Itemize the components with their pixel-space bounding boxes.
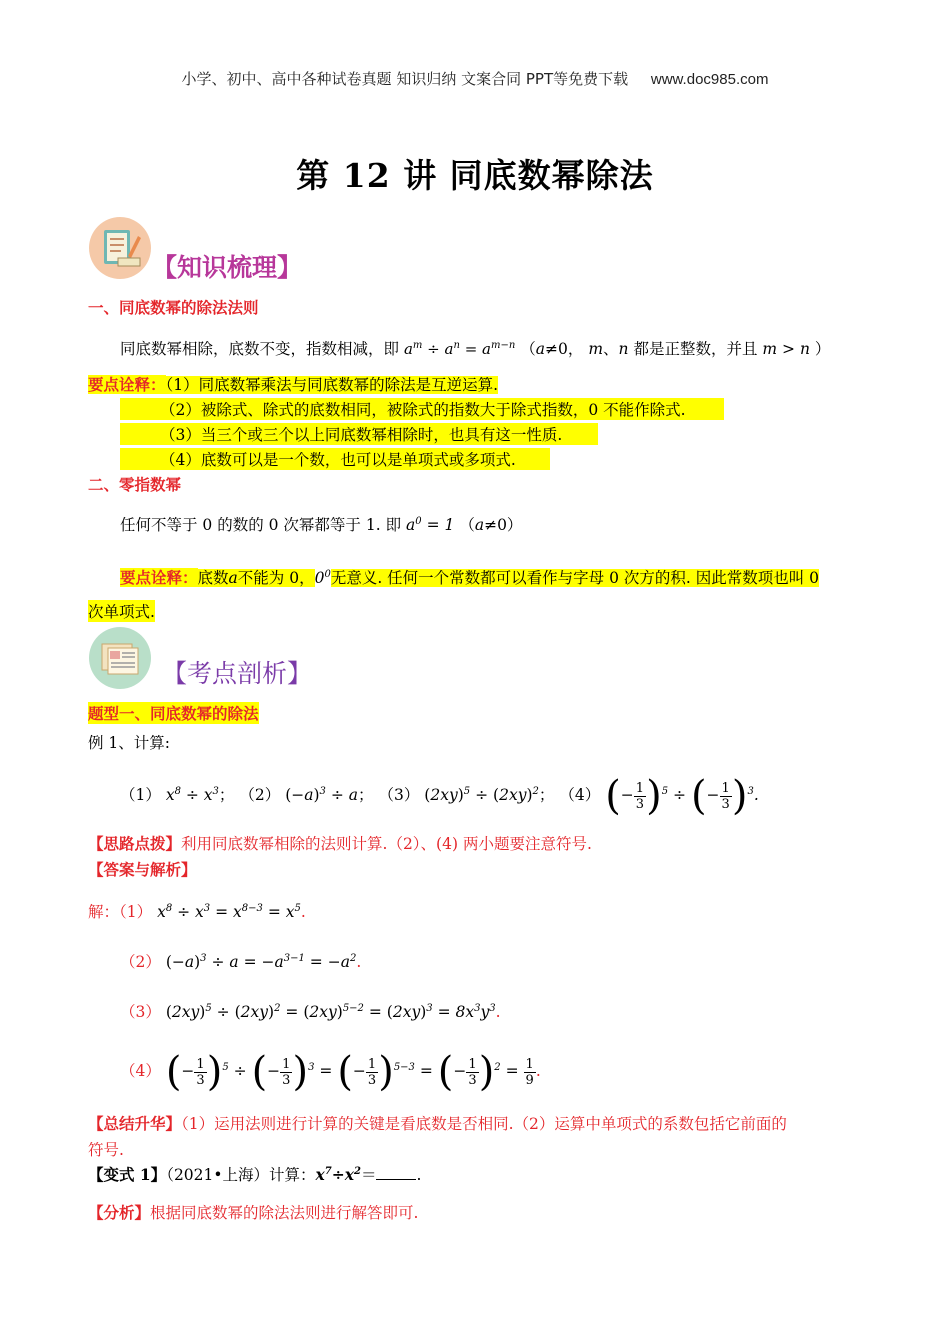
rule-text-d: 都是正整数，并且 — [633, 340, 758, 358]
summary-text1: （1）运用法则进行计算的关键是看底数是否相同.（2）运算中单项式的系数包括它前面的 — [181, 1115, 787, 1133]
rule-text-c: ≠0， — [545, 340, 584, 358]
q2-sep: ； — [358, 786, 374, 805]
analysis-line — [88, 1201, 418, 1223]
solution-3: （3） $(2xy)^5 \div (2xy)^2 = (2xy)^{5-2} = (2xy)^3 = 8x^3y^3$. — [120, 1002, 501, 1021]
zero-text-a: 任何不等于 0 的数的 0 次幂都等于 1. 即 — [120, 516, 402, 534]
q3-sep: ； — [538, 786, 555, 805]
answer-label: 【答案与解析】 — [88, 860, 197, 879]
section-banner-analysis: 【考点剖析】 — [162, 659, 313, 688]
rule-text-b: （ — [520, 340, 536, 358]
type1-heading: 题型一、同底数幂的除法 — [88, 702, 259, 724]
variant-period: . — [416, 1166, 422, 1184]
header-site: www.doc985.com — [650, 71, 769, 88]
sol1-expr: $x^8 \div x^3 = x^{8-3} = x^5$ — [157, 902, 301, 921]
notes1-n3: （3）当三个或三个以上同底数幂相除时，也具有这一性质. — [120, 423, 598, 445]
zero-text-b: （ — [459, 516, 475, 534]
rule-var-a: a — [535, 340, 546, 358]
q1-expr: $x^8 \div x^3$ — [165, 786, 219, 805]
document-stack-icon — [88, 626, 152, 690]
notes2-b: 不能为 0， — [237, 569, 315, 587]
rule-var-mn: m、n — [588, 340, 629, 358]
notes1-n4: （4）底数可以是一个数，也可以是单项式或多项式. — [120, 448, 550, 470]
q3-label: （3） — [378, 786, 420, 805]
rule-formula: $a^m \div a^n = a^{m-n}$ — [403, 340, 516, 358]
notes2-a: 底数 — [197, 569, 229, 587]
rule-heading: 一、同底数幂的除法法则 — [88, 299, 259, 317]
solution-2: （2） $(-a)^3 \div a = -a^{3-1} = -a^2$. — [120, 952, 362, 971]
q1-label: （1） — [120, 786, 161, 805]
solution-1: 解：（1） $x^8 \div x^3 = x^{8-3} = x^5$. — [88, 902, 306, 921]
sol3-label: （3） — [120, 1003, 161, 1021]
q4-expr: (− $\frac{1}{3}$ )$^5$ ÷ (− $\frac{1}{3}$ )$^3$. — [605, 773, 759, 820]
q1-sep: ； — [218, 786, 235, 805]
zero-formula: $a^0 = 1$ — [406, 515, 455, 534]
notebook-ruler-icon — [88, 216, 152, 280]
rule-text-e: ） — [814, 340, 831, 358]
rule-text-a: 同底数幂相除，底数不变，指数相减，即 — [120, 340, 400, 358]
sol4-expr: (− $\frac{1}{3}$ )$^5$ ÷ (− $\frac{1}{3}$ )$^3$ = (− $\frac{1}{3}$ )$^{5-3}$ = (− $\frac{1}{3}$ )$^2$ = $\frac{1}{9}$ — [165, 1049, 534, 1096]
answer-blank[interactable] — [376, 1165, 416, 1180]
rule-statement — [120, 337, 830, 359]
sol2-expr: $(-a)^3 \div a = -a^{3-1} = -a^2$ — [165, 952, 357, 971]
q2-label: （2） — [239, 786, 281, 805]
notes2-line1 — [120, 566, 819, 588]
sol2-label: （2） — [120, 953, 161, 971]
notes2-label: 要点诠释： — [120, 568, 198, 587]
analysis-text: 根据同底数幂的除法法则进行解答即可. — [150, 1204, 419, 1222]
analysis-label: 【分析】 — [88, 1203, 151, 1222]
zero-heading: 二、零指数幂 — [88, 476, 182, 494]
sol4-label: （4） — [120, 1062, 161, 1081]
notes2-c: 无意义. 任何一个常数都可以看作与字母 0 次方的积. 因此常数项也叫 0 — [330, 569, 820, 587]
zero-statement — [120, 513, 522, 535]
q2-expr: $(-a)^3 \div a$ — [285, 786, 359, 805]
q4-label: （4） — [559, 786, 601, 805]
page-title: 第 12 讲 同底数幂除法 — [296, 156, 654, 195]
notes2-var-a: a — [228, 569, 238, 587]
sol3-expr: $(2xy)^5 \div (2xy)^2 = (2xy)^{5-2} = (2xy)^3 = 8x^3y^3$ — [165, 1002, 496, 1021]
example1-questions — [120, 762, 759, 822]
notes1-n2: （2）被除式、除式的底数相同，被除式的指数大于除式指数，0 不能作除式. — [120, 398, 724, 420]
page-header — [0, 68, 950, 89]
summary-line2: 符号. — [88, 1141, 124, 1159]
variant-line — [88, 1163, 421, 1185]
summary-line1 — [88, 1112, 787, 1134]
section-banner-knowledge: 【知识梳理】 — [152, 253, 303, 282]
hint-label: 【思路点拨】 — [88, 834, 182, 853]
header-text: 小学、初中、高中各种试卷真题 知识归纳 文案合同 PPT等免费下载 — [181, 70, 629, 88]
variant-eq: ＝ — [360, 1166, 377, 1184]
example1-label: 例 1、计算: — [88, 734, 171, 752]
variant-expr: $x^7\div x^2$ — [315, 1165, 361, 1184]
zero-text-c: ≠0） — [484, 516, 523, 534]
variant-label: 【变式 1】 — [88, 1165, 167, 1184]
notes2-zero-zero: $0^0$ — [314, 568, 331, 587]
zero-var-a: a — [474, 516, 485, 534]
notes2-d: 次单项式. — [88, 600, 155, 622]
notes1-label: 要点诠释： — [88, 375, 166, 394]
notes1-n1: （1）同底数幂乘法与同底数幂的除法是互逆运算. — [165, 376, 499, 394]
hint-line — [88, 832, 592, 854]
solution-4: （4） (− $\frac{1}{3}$ )$^5$ ÷ (− $\frac{1}{3}$ )$^3$ = (− $\frac{1}{3}$ )$^{5-3}$ = (− $\frac{1}{3}$ )$^2$ = $\frac{1}{9}$ . — [120, 1049, 541, 1096]
rule-condition: m > n — [762, 340, 810, 358]
sol1-lead: 解：（1） — [88, 903, 153, 921]
hint-text: 利用同底数幂相除的法则计算.（2）、(4) 两小题要注意符号. — [181, 835, 592, 853]
q3-expr: $(2xy)^5 \div (2xy)^2$ — [424, 786, 539, 805]
notes1-line1 — [88, 373, 498, 395]
variant-source: （2021•上海）计算： — [166, 1166, 316, 1184]
summary-label: 【总结升华】 — [88, 1114, 182, 1133]
